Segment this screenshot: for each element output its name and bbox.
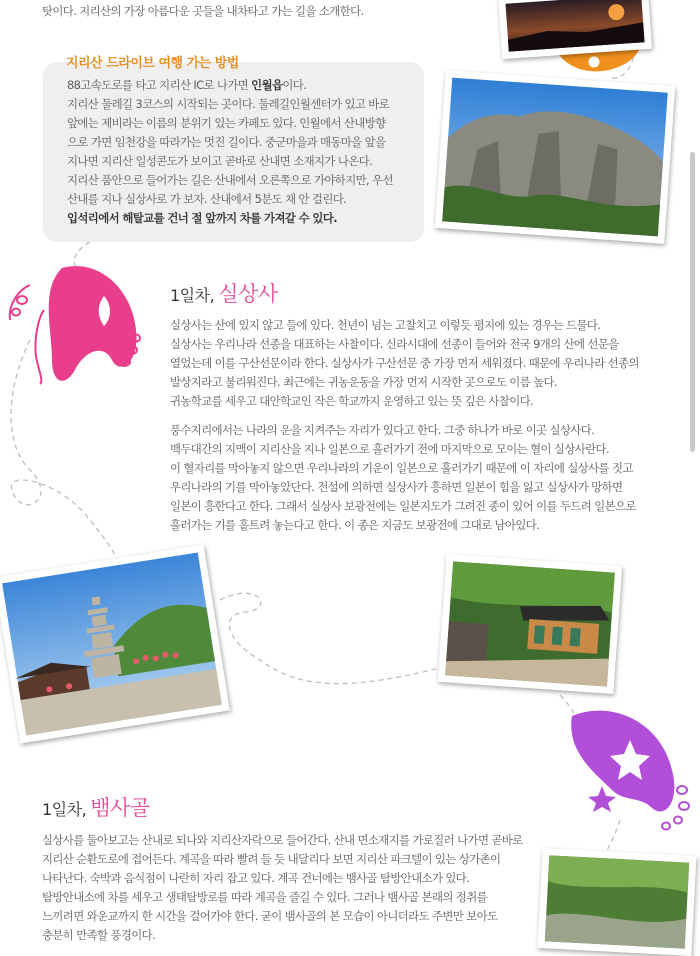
route-line: 앞에는 제비라는 이름의 분위기 있는 카페도 있다. 인월에서 산내방향: [67, 116, 386, 130]
baemsagol-paragraph: [42, 831, 523, 945]
text-line: 실상사는 우리나라 선종을 대표하는 사찰이다. 신라시대에 선종이 들어와 전국 9개의 산에 선문을: [170, 337, 619, 351]
text-line: 실상사를 둘아보고는 산내로 되나와 지리산자락으로 들어간다. 산내 면소재지를 가로질러 나가면 곧바로: [42, 833, 523, 847]
route-line: [67, 76, 393, 95]
baemsagol-heading: [42, 792, 150, 822]
place-title: 뱀사골: [90, 796, 150, 820]
baemsagol-valley-photo: [537, 848, 696, 956]
route-line: 지나면 지리산 일성콘도가 보이고 곧바로 산내면 소재지가 나온다.: [67, 154, 373, 168]
route-place-name: 인월읍: [251, 78, 283, 92]
place-title: 실상사: [218, 282, 278, 306]
text-line: 이 혈자리를 막아놓지 않으면 우리나라의 기운이 일본으로 흘러가기 때문에 이 자리에 실상사를 짓고: [170, 461, 633, 475]
text-line: 지리산 순환도로에 접어든다. 계곡을 따라 빨려 들 듯 내달리다 보면 지리산 파크텔이 있는 상가촌이: [42, 852, 501, 866]
text-line: 열었는데 이를 구산선문이라 한다. 실상사가 구산선문 중 가장 먼저 세워졌다. 때문에 우리나라 선종의: [170, 356, 639, 370]
text-line: 탐방안내소에 차를 세우고 생태탐방로를 따라 계곡을 즐길 수 있다. 그러나 뱀사골 본래의 정취를: [42, 890, 488, 904]
route-line-text: 이다.: [282, 78, 307, 92]
silsangsa-pagoda-photo: [0, 544, 230, 743]
silsangsa-paragraph-2: [170, 421, 636, 535]
temple-building-photo: [438, 554, 623, 694]
silsangsa-heading: [170, 278, 278, 308]
route-line: 지리산 품안으로 들어가는 길은 산내에서 오른쪽으로 가야하지만, 우선: [67, 173, 393, 187]
intro-paragraph: [42, 2, 364, 21]
text-line: 백두대간의 지맥이 지리산을 지나 일본으로 흘러가기 전에 마지막으로 모이는 혈이 실상사란다.: [170, 442, 609, 456]
route-text: [67, 76, 393, 228]
route-bold-line: 입석리에서 해탈교를 건너 절 앞까지 차를 가져갈 수 있다.: [67, 211, 337, 225]
text-line: 일본이 흥한다고 한다. 그래서 실상사 보광전에는 일본지도가 그려진 종이 있어 이를 두드려 일본으로: [170, 499, 636, 513]
sunset-photo: [498, 0, 652, 59]
text-line: 충분히 만족할 풍경이다.: [42, 928, 156, 942]
text-line: 풍수지리에서는 나라의 운을 지켜주는 자리가 있다고 한다. 그중 하나가 바로 이곳 실상사다.: [170, 423, 595, 437]
day-label: 1일차,: [170, 286, 215, 305]
text-line: 흘러가는 기를 흩트려 놓는다고 한다. 이 종은 지금도 보광전에 그대로 남아있다.: [170, 518, 540, 532]
day-label: 1일차,: [42, 800, 87, 819]
footprint-purple-icon: [571, 711, 689, 830]
text-line: 귀농학교를 세우고 대안학교인 작은 학교까지 운영하고 있는 뜻 깊은 사찰이다.: [170, 394, 534, 408]
rock-cliff-photo: [435, 70, 675, 244]
route-line: 산내를 지나 실상사로 가 보자. 산내에서 5분도 채 안 걸린다.: [67, 192, 347, 206]
route-line-text: 88고속도로를 타고 지리산 IC로 나가면: [67, 78, 252, 92]
text-line: 실상사는 산에 있지 않고 들에 있다. 천년이 넘는 고찰치고 이렇듯 평지에 있는 경우는 드물다.: [170, 318, 601, 332]
route-line: 으로 가면 임천강을 따라가는 멋진 길이다. 중군마을과 매동마을 앞을: [67, 135, 386, 149]
text-line: 느끼려면 와운교까지 한 시간을 걸어가야 한다. 굳이 뱀사골의 본 모습이 아니더라도 주변만 보아도: [42, 909, 498, 923]
text-line: 나타난다. 숙박과 음식점이 나란히 자리 잡고 있다. 계곡 건너에는 뱀사골 탐방안내소가 있다.: [42, 871, 470, 885]
intro-line: 탓이다. 지리산의 가장 아름다운 곳들을 내차타고 가는 길을 소개한다.: [42, 4, 364, 18]
route-title: 지리산 드라이브 여행 가는 방법: [66, 56, 239, 71]
footprint-pink-icon: [10, 266, 140, 384]
text-line: 우리나라의 기를 막아놓았단다. 전설에 의하면 실상사가 흥하면 일본이 힘을 잃고 실상사가 망하면: [170, 480, 623, 494]
route-line: 지리산 둘레길 3코스의 시작되는 곳이다. 둘레길인월센터가 있고 바로: [67, 97, 390, 111]
text-line: 발상지라고 불리워진다. 최근에는 귀농운동을 가장 먼저 시작한 곳으로도 이름 높다.: [170, 375, 557, 389]
scrollbar[interactable]: [690, 152, 695, 452]
silsangsa-paragraph-1: [170, 316, 639, 411]
